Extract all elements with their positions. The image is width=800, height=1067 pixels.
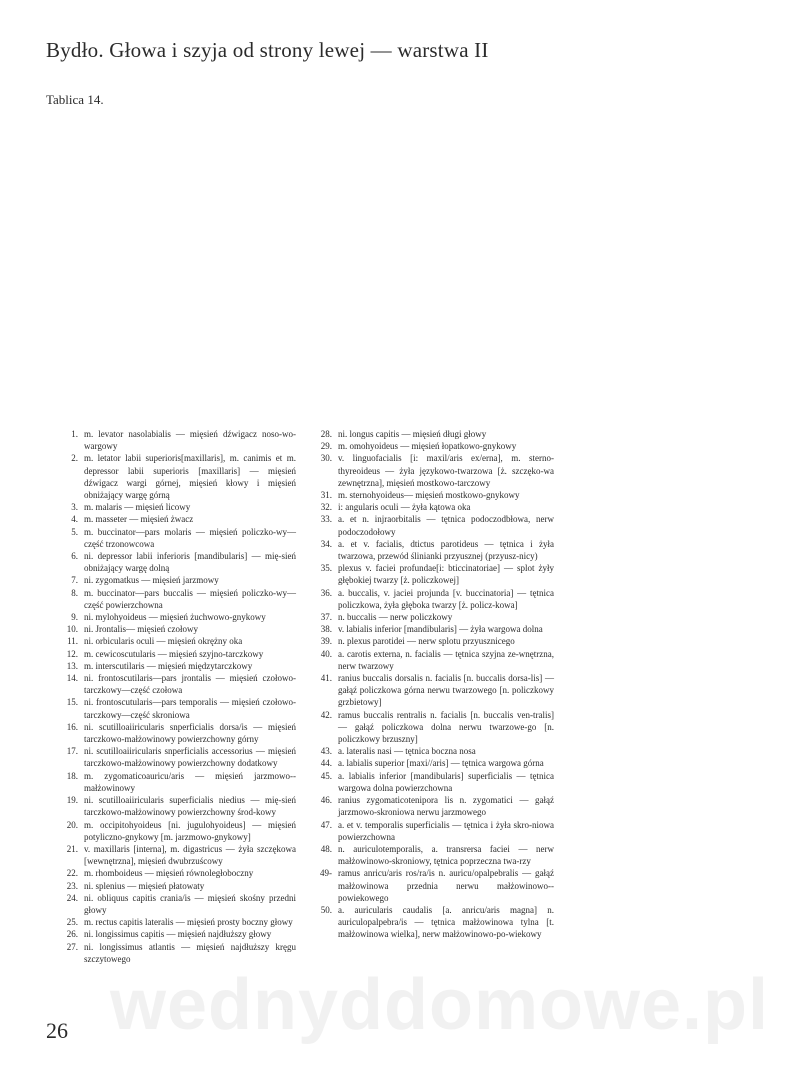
legend-entry-number: 1. — [71, 429, 78, 439]
legend-entry-text: a. buccalis, v. jaciei projunda [v. buccinatoria] — tętnica policzkowa, żyła głęboka twarzy [ż. policz-kowa] — [338, 587, 554, 610]
legend-entry-number: 41. — [320, 673, 332, 684]
legend-entry-number: 18. — [66, 770, 78, 781]
legend-entry — [56, 941, 296, 965]
legend-entry — [56, 660, 296, 672]
legend-entry-number: 20. — [66, 819, 78, 830]
legend-entry — [56, 513, 296, 525]
legend-entry — [56, 892, 296, 916]
legend-entry-number: 28. — [320, 429, 332, 439]
legend-entry-text: n. auriculotemporalis, a. transrersa faciei — nerw małżowinowo-skroniowy, tętnica poprzeczna twa-rzy — [338, 843, 554, 867]
legend-entry — [56, 648, 296, 660]
legend-entry — [310, 428, 554, 440]
legend-entry — [56, 843, 296, 867]
legend-entry — [310, 452, 554, 489]
legend-entry-text: ni. Jrontalis— mięsień czołowy — [84, 624, 198, 635]
legend-entry-text: ni. orbicularis oculi — mięsień okrężny oka — [84, 636, 243, 647]
legend-entry-text: ni. obliquus capitis crania/is — mięsień skośny przedni głowy — [84, 892, 296, 915]
legend-entry-text: m. buccinator—pars molaris — mięsień policzko-wy—część trzonowcowa — [84, 526, 296, 549]
legend-entry — [310, 440, 554, 452]
legend-entry-text: m. interscutilaris — mięsień międzytarczkowy — [84, 660, 253, 671]
legend-entry — [56, 928, 296, 940]
legend-column-left — [56, 428, 296, 965]
legend-entry — [56, 635, 296, 647]
legend-entry-number: 37. — [320, 612, 332, 623]
legend-entry-number: 8. — [71, 587, 78, 598]
legend-entry-text: m. omohyoideus — mięsień łopatkowo-gnykowy — [338, 441, 517, 452]
legend-entry — [56, 696, 296, 720]
legend-entry-text: a. et v. facialis, dtictus parotideus — tętnica i żyła twarzowa, przewód ślinianki przyusznej (przyusz-nicy) — [338, 538, 554, 562]
legend-entry-text: v. labialis inferior [mandibularis] — żyła wargowa dolna — [338, 624, 543, 635]
legend-entry-number: 48. — [320, 843, 332, 854]
legend-entry-number: 23. — [66, 880, 78, 891]
legend-entry — [56, 428, 296, 452]
legend-entry-text: ni. scutilloaiiricularis superficialis niedius — mię-sień tarczkowo-małżowinowy powierzchowny środ-kowy — [84, 795, 296, 818]
legend-entry — [56, 672, 296, 696]
legend-entry — [310, 709, 554, 746]
legend-entry-text: ni. frontoscutularis—pars temporalis — mięsień czołowo-tarczkowy—część skroniowa — [84, 697, 296, 720]
legend-entry-number: 30. — [320, 453, 332, 464]
legend-entry-text: a. labialis inferior [mandibularis] superficialis — tętnica wargowa dolna powierzchowna — [338, 770, 554, 793]
legend-entry-text: a. et v. temporalis superficialis — tętnica i żyła skro-niowa powierzchowna — [338, 819, 554, 842]
legend-entry-number: 42. — [320, 709, 332, 720]
legend-entry — [310, 794, 554, 818]
legend-entry — [56, 574, 296, 586]
legend-entry-number: 50. — [320, 904, 332, 915]
legend-entry-number: 31. — [320, 490, 332, 501]
legend-entry-text: ni. scutilloaiiricularis snperficialis dorsa/is — mięsień tarczkowo-małżowinowy powierzchowny górny — [84, 721, 296, 745]
legend-entry — [310, 904, 554, 941]
legend-entry-text: a. labialis superior [maxi//aris] — tętnica wargowa górna — [338, 758, 544, 769]
legend-entry — [310, 770, 554, 794]
legend-entry-number: 10. — [66, 624, 78, 635]
legend-entry-number: 38. — [320, 624, 332, 635]
legend-entry-text: v. linguofacialis [i: maxil/aris ex/erna], m. sterno-thyreoideus — żyła językowo-twarzowa [ż. szczęko-wa zewnętrzna], mięsień mostkowo-tarczowy — [338, 453, 554, 488]
legend-entry-number: 45. — [320, 770, 332, 781]
legend-entry-text: ni. longus capitis — mięsień długi głowy — [338, 429, 487, 439]
legend-entry-text: m. zygomaticoauricu/aris — mięsień jarzmowo--małżowinowy — [84, 770, 296, 793]
legend-entry-text: m. rectus capitis lateralis — mięsień prosty boczny głowy — [84, 917, 293, 928]
legend-entry-text: ni. depressor labii inferioris [mandibularis] — mię-sień obniżający wargę dolną — [84, 551, 296, 574]
legend-entry — [310, 501, 554, 513]
legend-entry-text: ranius buccalis dorsalis n. facialis [n. buccalis dorsa-lis] — gałąź policzkowa górna nerwu twarzowego [n. policzkowy grzbietowy] — [338, 673, 554, 708]
legend-entry-text: ni. scutilloaiiricularis snperficialis accessorius — mięsień tarczkowo-małżowinowy powierzchowny dodatkowy — [84, 746, 296, 769]
legend-entry-number: 26. — [66, 929, 78, 940]
legend-entry — [310, 648, 554, 672]
legend-entry-text: a. carotis externa, n. facialis — tętnica szyjna ze-wnętrzna, nerw twarzowy — [338, 648, 554, 671]
legend-entry-number: 15. — [66, 697, 78, 708]
legend-entry-number: 47. — [320, 819, 332, 830]
legend-entry — [56, 550, 296, 574]
legend-entry — [310, 757, 554, 769]
legend-entry-number: 29. — [320, 441, 332, 452]
legend-entry — [56, 794, 296, 818]
legend-entry-text: ni. frontoscutilaris—pars jrontalis — mięsień czołowo-tarczkowy—część czołowa — [84, 673, 296, 696]
legend-entry — [310, 538, 554, 562]
plate-label: Tablica 14. — [46, 92, 104, 107]
legend-entry-number: 32. — [320, 502, 332, 513]
legend-entry — [310, 562, 554, 586]
legend-entry — [56, 452, 296, 501]
legend-entry — [56, 880, 296, 892]
legend-entry-number: 6. — [71, 551, 78, 562]
legend-entry — [56, 623, 296, 635]
legend-entry — [310, 587, 554, 611]
legend-entry-number: 5. — [71, 526, 78, 537]
legend-entry-number: 34. — [320, 538, 332, 549]
legend-entry-number: 24. — [66, 892, 78, 903]
legend-entry-number: 17. — [66, 746, 78, 757]
legend-entry — [56, 867, 296, 879]
legend-entry-number: 21. — [66, 843, 78, 854]
legend-entry — [56, 770, 296, 794]
legend-entry-number: 49- — [320, 868, 332, 879]
legend-entry-text: a. et n. injraorbitalis — tętnica podoczodbłowa, nerw podoczodołowy — [338, 514, 554, 537]
legend-entry-number: 3. — [71, 502, 78, 513]
legend-entry-number: 9. — [71, 612, 78, 623]
legend-entry — [56, 819, 296, 843]
legend-column-right — [310, 428, 554, 941]
legend-entry-text: ranius zygomaticotenipora lis n. zygomatici — gałąź jarzmowo-skroniowa nerwu jarzmowego — [338, 795, 554, 818]
legend-entry-text: n. buccalis — nerw policzkowy — [338, 612, 453, 623]
legend-entry-number: 11. — [67, 636, 78, 647]
legend-entry-number: 35. — [320, 563, 332, 574]
legend-entry-number: 22. — [66, 868, 78, 879]
legend-entry — [310, 819, 554, 843]
legend-entry-text: ni. zygomatkus — mięsień jarzmowy — [84, 575, 219, 586]
legend-entry-text: m. buccinator—pars buccalis — mięsień policzko-wy—część powierzchowna — [84, 587, 296, 610]
legend-entry-number: 7. — [71, 575, 78, 586]
legend-entry-text: ramus anricu/aris ros/ra/is n. auricu/opalpebralis — gałąź małżowinowa przednia nerwu małżowinowo--powiekowego — [338, 868, 554, 903]
legend-entry-text: m. malaris — mięsień licowy — [84, 502, 191, 513]
legend-entry — [56, 501, 296, 513]
legend-entry — [310, 843, 554, 867]
legend-entry-text: ni. splenius — mięsień płatowaty — [84, 880, 205, 891]
legend-entry-text: ni. mylohyoideus — mięsień żuchwowo-gnykowy — [84, 612, 266, 623]
legend-entry — [310, 623, 554, 635]
legend-entry-text: v. maxillaris [interna], m. digastricus — żyła szczękowa [wewnętrzna], mięsień dwubrzuścowy — [84, 843, 296, 867]
legend-entry-number: 36. — [320, 587, 332, 598]
legend-entry-number: 2. — [71, 453, 78, 464]
legend-entry-text: m. occipitohyoideus [ni. jugulohyoideus] — mięsień potyliczno-gnykowy [m. jarzmowo-gnykowy] — [84, 819, 296, 842]
legend-entry-number: 19. — [66, 795, 78, 806]
legend-entry — [310, 672, 554, 709]
legend-entry-number: 43. — [320, 746, 332, 757]
legend-entry — [310, 745, 554, 757]
legend-entry-number: 40. — [320, 648, 332, 659]
legend-entry-text: m. sternohyoideus— mięsień mostkowo-gnykowy — [338, 490, 520, 501]
legend-entry-text: m. cewicoscutularis — mięsień szyjno-tarczkowy — [84, 648, 264, 659]
legend-entry-text: m. levator nasolabialis — mięsień dźwigacz noso-wo-wargowy — [84, 429, 296, 452]
watermark: wednyddomowe.pl — [110, 965, 770, 1045]
legend-entry-text: m. letator labii superioris[maxillaris], m. canimis et m. depressor labii superioris [maxillaris] — mięsień dźwigacz wargi górnej, mięsień kłowy i mięsień obniżający wargę górną — [84, 453, 296, 501]
legend-entry-text: a. auricularis caudalis [a. anricu/aris magna] n. auriculopalpebra/is — tętnica małżowinowa tylna [t. małżowinowa wielka], nerw małżowinowo-po-wiekowy — [338, 904, 554, 940]
legend-entry — [56, 611, 296, 623]
legend-entry — [310, 867, 554, 904]
legend-entry-text: plexus v. faciei profundae[i: bticcinatoriae] — splot żyły głębokiej twarzy [ż. policzkowej] — [338, 563, 554, 586]
legend-entry-text: ni. longissimus capitis — mięsień najdłuższy głowy — [84, 929, 272, 940]
legend-entry-number: 33. — [320, 514, 332, 525]
legend-entry-text: m. rhomboideus — mięsień równoległoboczny — [84, 868, 254, 879]
legend-entry — [56, 526, 296, 550]
legend-entry — [56, 721, 296, 745]
page-number: 26 — [46, 1018, 68, 1043]
legend-entry-text: ramus buccalis rentralis n. facialis [n. buccalis ven-tralis] — gałąź policzkowa dolna nerwu twarzowe-go [n. policzkowy brzuszny] — [338, 709, 554, 745]
legend-entry-number: 25. — [66, 917, 78, 928]
legend-entry-number: 13. — [66, 660, 78, 671]
legend-entry-text: ni. longissimus atlantis — mięsień najdłuższy kręgu szczytowego — [84, 941, 296, 964]
legend-entry — [310, 489, 554, 501]
legend-entry — [310, 611, 554, 623]
legend-entry — [310, 635, 554, 647]
legend-entry-text: a. lateralis nasi — tętnica boczna nosa — [338, 746, 476, 757]
legend-entry-text: i: angularis oculi — żyła kątowa oka — [338, 502, 471, 513]
legend-entry — [56, 587, 296, 611]
legend-entry-number: 4. — [71, 514, 78, 525]
page-title: Bydło. Głowa i szyja od strony lewej — warstwa II — [46, 38, 489, 62]
legend-entry — [310, 513, 554, 537]
legend-entry-number: 46. — [320, 795, 332, 806]
legend-entry-text: m. masseter — mięsień żwacz — [84, 514, 194, 525]
legend-entry-number: 12. — [66, 648, 78, 659]
legend-entry — [56, 916, 296, 928]
legend-entry-number: 39. — [320, 636, 332, 647]
legend-entry — [56, 745, 296, 769]
legend-entry-number: 27. — [66, 941, 78, 952]
legend-entry-number: 44. — [320, 758, 332, 769]
legend-entry-number: 14. — [66, 673, 78, 684]
legend-entry-text: n. plexus parotidei — nerw splotu przyusznicego — [338, 636, 515, 647]
legend-entry-number: 16. — [66, 721, 78, 732]
